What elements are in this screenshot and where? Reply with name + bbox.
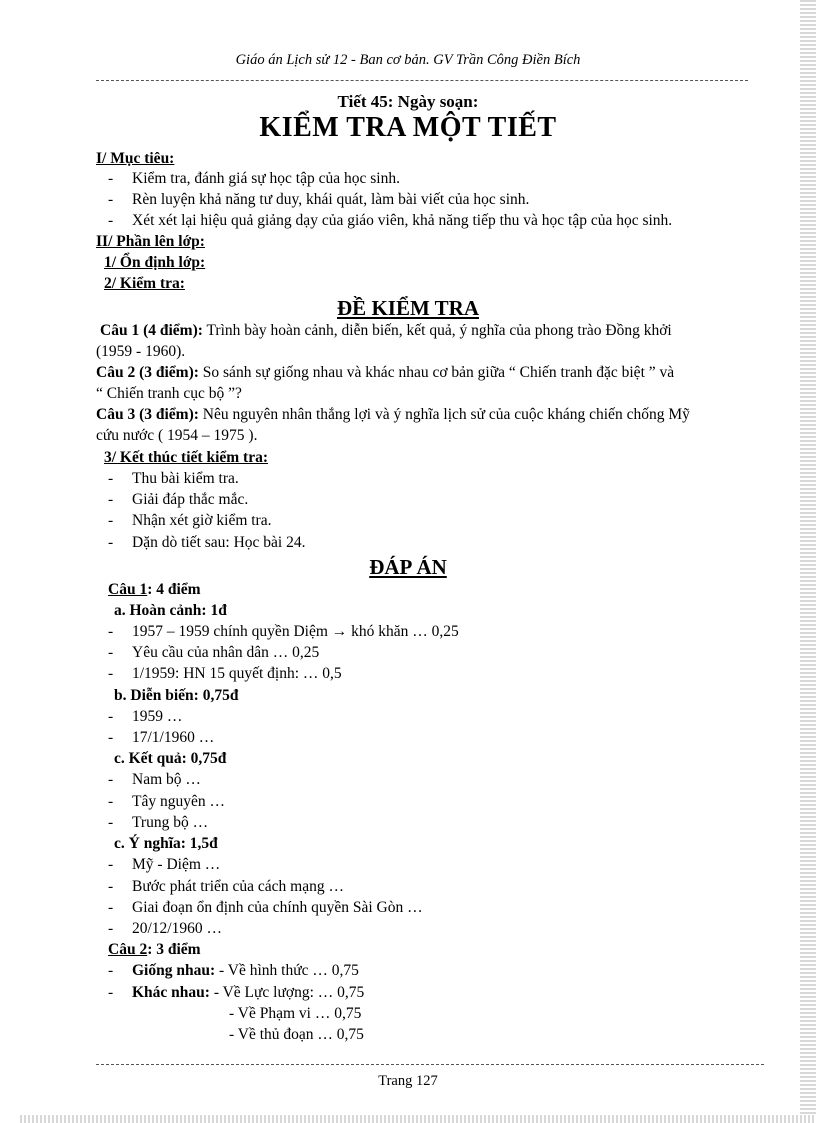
step1-heading: 1/ Ổn định lớp: (104, 254, 206, 271)
list-item: - Về thủ đoạn … 0,75 (229, 1026, 364, 1043)
question-2-cont: “ Chiến tranh cục bộ ”? (96, 385, 242, 402)
answer-1-heading: Câu 1: 4 điểm (108, 581, 201, 598)
closing-heading: 3/ Kết thúc tiết kiểm tra: (104, 449, 268, 466)
lesson-line: Tiết 45: Ngày soạn: (337, 92, 479, 111)
question-3: Câu 3 (3 điểm): Nêu nguyên nhân thắng lợi và ý nghĩa lịch sử của cuộc kháng chiến chống Mỹ (96, 406, 690, 423)
answer-2-heading: Câu 2: 3 điểm (108, 941, 201, 958)
page-header: Giáo án Lịch sử 12 - Ban cơ bản. GV Trần Công Điền Bích (235, 52, 581, 68)
question-1: Câu 1 (4 điểm): Trình bày hoàn cảnh, diễn biến, kết quả, ý nghĩa của phong trào Đồng khởi (100, 322, 672, 339)
step2-heading: 2/ Kiểm tra: (104, 275, 185, 292)
header-divider (96, 80, 748, 81)
page-title: KIỂM TRA MỘT TIẾT (259, 112, 557, 143)
answers-title: ĐÁP ÁN (369, 555, 447, 579)
page-shadow-bottom (20, 1115, 816, 1123)
answer-1a-heading: a. Hoàn cảnh: 1đ (114, 602, 227, 619)
answer-1b-heading: b. Diễn biến: 0,75đ (114, 687, 239, 704)
answer-1c-heading: c. Kết quả: 0,75đ (114, 750, 227, 767)
question-3-cont: cứu nước ( 1954 – 1975 ). (96, 427, 258, 444)
objectives-heading: I/ Mục tiêu: (96, 150, 175, 167)
answer-1d-heading: c. Ý nghĩa: 1,5đ (114, 835, 218, 852)
list-item: - Về Phạm vi … 0,75 (229, 1005, 362, 1022)
page-number: Trang 127 (378, 1073, 438, 1089)
procedure-heading: II/ Phần lên lớp: (96, 233, 205, 250)
exam-title: ĐỀ KIỂM TRA (337, 296, 479, 320)
footer-divider (96, 1064, 764, 1065)
question-1-cont: (1959 - 1960). (96, 343, 186, 360)
question-2: Câu 2 (3 điểm): So sánh sự giống nhau và khác nhau cơ bản giữa “ Chiến tranh đặc biệt ” và (96, 364, 675, 381)
